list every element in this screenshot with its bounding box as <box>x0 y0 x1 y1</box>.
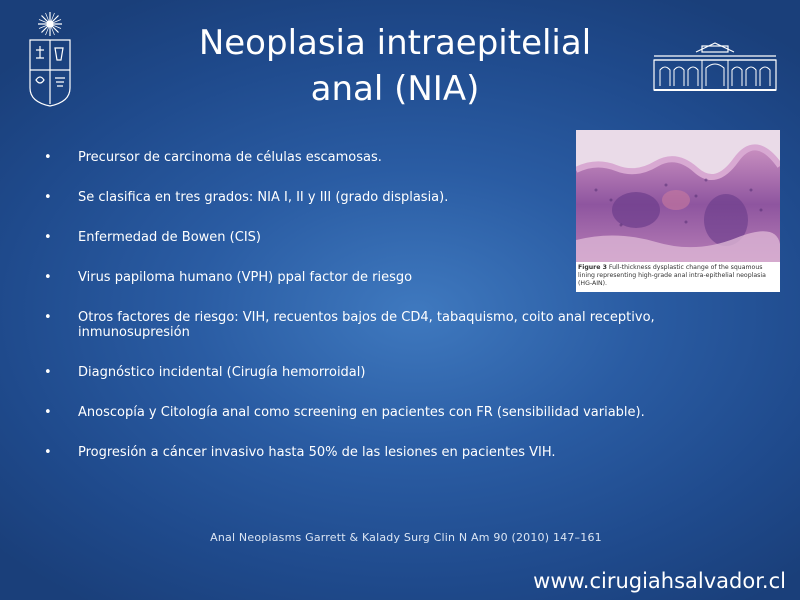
histology-figure <box>576 130 780 292</box>
bullet-item <box>44 365 704 380</box>
bullet-text: Se clasifica en tres grados: NIA I, II y III (grado displasia). <box>78 190 449 205</box>
bullet-text: Virus papiloma humano (VPH) ppal factor de riesgo <box>78 270 413 285</box>
bullet-marker: • <box>44 405 52 420</box>
title-line-2: anal (NIA) <box>310 69 480 109</box>
figure-caption-text: Full-thickness dysplastic change of the squamous lining representing high-grade anal intra-epithelial neoplasia (HG-AIN). <box>578 264 766 287</box>
bullet-text: Otros factores de riesgo: VIH, recuentos bajos de CD4, tabaquismo, coito anal receptivo, inmunosupresión <box>78 310 655 340</box>
citation: Anal Neoplasms Garrett & Kalady Surg Clin N Am 90 (2010) 147–161 <box>210 531 602 544</box>
bullet-item <box>44 405 704 420</box>
hospital-building-icon <box>652 40 778 94</box>
slide-title <box>140 20 650 112</box>
bullet-marker: • <box>44 190 52 205</box>
figure-caption <box>578 264 778 288</box>
bullet-marker: • <box>44 270 52 285</box>
website-url: www.cirugiahsalvador.cl <box>533 569 786 593</box>
bullet-marker: • <box>44 230 52 245</box>
bullet-text: Enfermedad de Bowen (CIS) <box>78 230 261 245</box>
title-line-1: Neoplasia intraepitelial <box>198 23 592 63</box>
university-crest-icon <box>26 10 74 108</box>
bullet-text: Diagnóstico incidental (Cirugía hemorroidal) <box>78 365 366 380</box>
bullet-marker: • <box>44 365 52 380</box>
bullet-text: Anoscopía y Citología anal como screening en pacientes con FR (sensibilidad variable). <box>78 405 645 420</box>
bullet-item <box>44 445 704 460</box>
bullet-text: Precursor de carcinoma de células escamosas. <box>78 150 382 165</box>
bullet-text: Progresión a cáncer invasivo hasta 50% de las lesiones en pacientes VIH. <box>78 445 556 460</box>
bullet-marker: • <box>44 150 52 165</box>
bullet-marker: • <box>44 445 52 460</box>
histology-image <box>576 130 780 262</box>
bullet-marker: • <box>44 310 52 325</box>
bullet-item <box>44 310 704 340</box>
figure-label: Figure 3 <box>578 264 607 271</box>
